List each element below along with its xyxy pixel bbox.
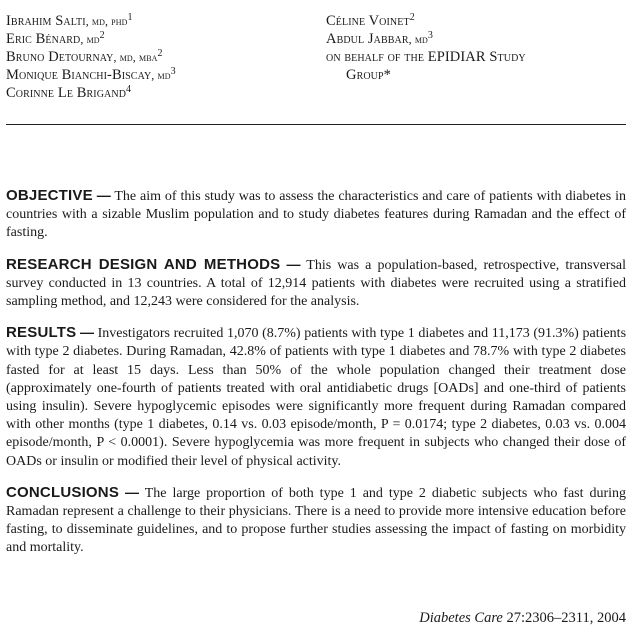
section-heading: CONCLUSIONS — [6, 483, 120, 501]
section-text: Investigators recruited 1,070 (8.7%) patients with type 1 diabetes and 11,173 (91.3%) patients with type 2 diabetes. During Ramadan, 42.8% of patients with type 1 diabetes and 78.7% with type 2 diabetes fasted for at least 15 days. Less than 50% of the whole population changed their treatment dose (approximately one-fourth of patients treated with oral antidiabetic drugs [OADs] and one-third of patients using insulin). Severe hypoglycemic episodes were significantly more frequent during Ramadan compared with other months (type 1 diabetes, 0.14 vs. 0.03 episode/month, P = 0.0174; type 2 diabetes, 0.03 vs. 0.004 episode/month, P < 0.0001). Severe hypoglycemia was more frequent in subjects who changed their dose of OADs or insulin or modified their level of physical activity. — [6, 326, 627, 469]
author-column-left — [6, 12, 316, 102]
author-column-right — [326, 12, 626, 84]
journal-citation — [419, 610, 626, 627]
section-heading: OBJECTIVE — [6, 187, 93, 204]
abstract — [6, 186, 626, 570]
author-line: Bruno Detournay, md, mba$^2$ — [6, 48, 163, 65]
section-heading: RESEARCH DESIGN AND METHODS — [6, 255, 281, 273]
study-group-line: Group* — [346, 67, 391, 83]
abstract-methods: RESEARCH DESIGN AND METHODS — This was a population-based, retrospective, transversal survey conducted in 13 countries. A total of 12,914 patients with diabetes were recruited using a stratified sampling method, and 12,243 were considered for the analysis. — [6, 255, 627, 310]
author-line: Céline Voinet$^2$ — [326, 12, 415, 29]
section-text: The aim of this study was to assess the characteristics and care of patients with diabetes in countries with a sizable Muslim population and to study diabetes features during Ramadan and the effect of fasting. — [6, 189, 626, 241]
author-list — [6, 12, 628, 112]
author-line: Abdul Jabbar, $md^3$ — [326, 30, 434, 47]
journal-reference: 27:2306–2311, 2004 — [506, 610, 626, 626]
abstract-results: RESULTS — Investigators recruited 1,070 (8.7%) patients with type 1 diabetes and 11,173 (91.3%) patients with type 2 diabetes. During Ramadan, 42.8% of patients with type 1 diabetes and 78.7% with type 2 diabetes fasted for at least 15 days. Less than 50% of the whole population changed their treatment dose (approximately one-fourth of patients treated with oral antidiabetic drugs [OADs] and one-third of patients using insulin). Severe hypoglycemic episodes were significantly more frequent during Ramadan compared with other months (type 1 diabetes, 0.14 vs. 0.03 episode/month, P = 0.0174; type 2 diabetes, 0.03 vs. 0.004 episode/month, P < 0.0001). Severe hypoglycemia was more frequent in subjects who changed their dose of OADs or insulin or modified their level of physical activity. — [6, 324, 627, 469]
author-line: Eric Bénard, $md^2$ — [6, 30, 105, 47]
author-line: Ibrahim Salti, md, phd$^1$ — [6, 12, 133, 29]
author-line: Monique Bianchi-Biscay, $md^3$ — [6, 66, 176, 83]
section-heading: RESULTS — [6, 324, 77, 342]
abstract-objective: OBJECTIVE — The aim of this study was to assess the characteristics and care of patients with diabetes in countries with a sizable Muslim population and to study diabetes features during Ramadan and the effect of fasting. — [6, 187, 626, 241]
study-group-line: on behalf of the EPIDIAR Study — [326, 49, 526, 65]
author-line: Corinne Le Brigand$^4$ — [6, 84, 132, 101]
journal-name: Diabetes Care — [419, 610, 503, 626]
header-divider — [6, 124, 626, 125]
abstract-conclusions: CONCLUSIONS — The large proportion of both type 1 and type 2 diabetic subjects who fast during Ramadan represent a challenge to their physicians. There is a need to provide more intensive education before fasting, to disseminate guidelines, and to propose further studies assessing the impact of fasting on morbidity and mortality. — [6, 483, 627, 556]
section-text: The large proportion of both type 1 and type 2 diabetic subjects who fast during Ramadan represent a challenge to their physicians. There is a need to provide more intensive education before fasting, to disseminate guidelines, and to propose further studies assessing the impact of fasting on morbidity and mortality. — [6, 485, 627, 556]
section-text: This was a population-based, retrospective, transversal survey conducted in 13 countries. A total of 12,914 patients with diabetes were recruited using a stratified sampling method, and 12,243 were considered for the analysis. — [6, 257, 627, 310]
